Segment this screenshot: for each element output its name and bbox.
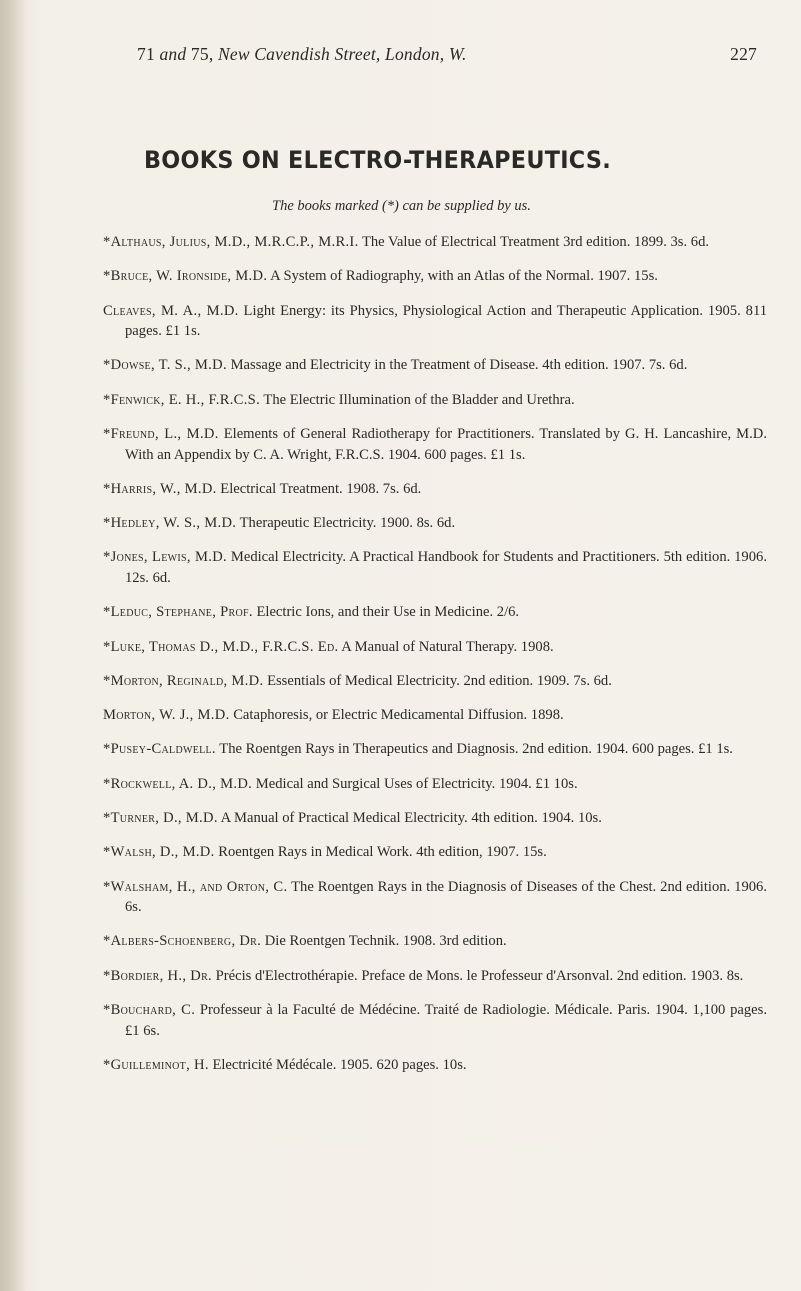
- entry-author: Cleaves, M. A., M.D.: [103, 302, 239, 319]
- entry-details: A Manual of Practical Medical Electricity. 4th edition. 1904. 10s.: [220, 810, 602, 826]
- entry-author: *Walsh, D., M.D.: [103, 844, 215, 861]
- book-entry: [103, 842, 767, 863]
- page-title: BOOKS ON ELECTRO-THERAPEUTICS.: [144, 146, 612, 174]
- entry-author: *Hedley, W. S., M.D.: [103, 515, 237, 532]
- entry-author: *Guilleminot, H.: [103, 1056, 209, 1073]
- entry-details: Medical and Surgical Uses of Electricity. 1904. £1 10s.: [255, 775, 578, 792]
- entry-details: The Electric Illumination of the Bladder and Urethra.: [263, 391, 575, 408]
- entry-author: *Morton, Reginald, M.D.: [103, 672, 264, 689]
- book-entry: [103, 301, 767, 342]
- entry-details: Electric Ions, and their Use in Medicine. 2/6.: [256, 604, 520, 621]
- book-entry: [103, 808, 767, 829]
- entry-details: A Manual of Natural Therapy. 1908.: [341, 638, 554, 655]
- entry-author: *Harris, W., M.D.: [103, 480, 217, 497]
- entry-author: *Bouchard, C.: [103, 1002, 196, 1018]
- entry-details: Electricité Médécale. 1905. 620 pages. 10s.: [212, 1056, 467, 1073]
- entry-details: Précis d'Electrothérapie. Preface de Mons. le Professeur d'Arsonval. 2nd edition. 1903. 8s.: [215, 967, 744, 984]
- entry-details: Medical Electricity. A Practical Handbook for Students and Practitioners. 5th edition. 1906. 12s. 6d.: [125, 549, 767, 587]
- entry-author: *Albers-Schoenberg, Dr.: [103, 933, 262, 950]
- page-number: 227: [730, 44, 757, 64]
- book-entry: [103, 547, 767, 588]
- book-list: [103, 232, 767, 1089]
- entry-details: Essentials of Medical Electricity. 2nd edition. 1909. 7s. 6d.: [267, 672, 612, 689]
- entry-author: *Leduc, Stephane, Prof.: [103, 604, 253, 621]
- book-entry: [103, 739, 767, 760]
- book-entry: [103, 877, 767, 918]
- entry-details: The Roentgen Rays in Therapeutics and Diagnosis. 2nd edition. 1904. 600 pages. £1 1s.: [219, 741, 733, 758]
- entry-details: Cataphoresis, or Electric Medicamental Diffusion. 1898.: [233, 707, 564, 724]
- entry-author: *Turner, D., M.D.: [103, 810, 218, 826]
- book-entry: [103, 602, 767, 623]
- book-entry: [103, 966, 767, 987]
- entry-author: *Walsham, H., and Orton, C.: [103, 878, 288, 895]
- entry-details: The Roentgen Rays in the Diagnosis of Diseases of the Chest. 2nd edition. 1906. 6s.: [125, 878, 768, 916]
- entry-author: *Dowse, T. S., M.D.: [103, 357, 227, 374]
- entry-author: *Bordier, H., Dr.: [103, 967, 212, 984]
- entry-details: Professeur à la Faculté de Médécine. Traité de Radiologie. Médicale. Paris. 1904. 1,100 pages. £1 6s.: [125, 1002, 767, 1039]
- entry-details: Light Energy: its Physics, Physiological Action and Therapeutic Application. 1905. 811 pages. £1 1s.: [125, 302, 768, 340]
- entry-details: A System of Radiography, with an Atlas of the Normal. 1907. 15s.: [270, 268, 658, 285]
- page-subtitle: The books marked (*) can be supplied by us.: [272, 198, 531, 214]
- entry-author: Morton, W. J., M.D.: [103, 707, 230, 724]
- book-entry: [103, 705, 767, 726]
- book-entry: [103, 390, 767, 411]
- book-entry: [103, 355, 767, 376]
- entry-details: Elements of General Radiotherapy for Practitioners. Translated by G. H. Lancashire, M.D. With an Appendix by C. A. Wright, F.R.C.S. 1904. 600 pages. £1 1s.: [125, 426, 767, 463]
- entry-author: *Pusey-Caldwell.: [103, 741, 216, 758]
- book-entry: [103, 671, 767, 692]
- book-entry: [103, 479, 767, 500]
- entry-details: Roentgen Rays in Medical Work. 4th edition, 1907. 15s.: [218, 844, 547, 861]
- running-head: [137, 44, 757, 68]
- entry-author: *Rockwell, A. D., M.D.: [103, 775, 253, 792]
- entry-author: *Fenwick, E. H., F.R.C.S.: [103, 391, 261, 408]
- book-entry: [103, 513, 767, 534]
- entry-author: *Jones, Lewis, M.D.: [103, 549, 227, 566]
- entry-details: Therapeutic Electricity. 1900. 8s. 6d.: [239, 515, 456, 532]
- book-entry: [103, 931, 767, 952]
- entry-details: Massage and Electricity in the Treatment of Disease. 4th edition. 1907. 7s. 6d.: [230, 357, 688, 374]
- entry-author: *Althaus, Julius, M.D., M.R.C.P., M.R.I.: [103, 234, 359, 250]
- book-entry: [103, 774, 767, 795]
- entry-author: *Bruce, W. Ironside, M.D.: [103, 268, 268, 285]
- book-entry: [103, 424, 767, 465]
- book-entry: [103, 266, 767, 287]
- entry-details: Die Roentgen Technik. 1908. 3rd edition.: [264, 933, 507, 950]
- book-entry: [103, 232, 767, 253]
- book-entry: [103, 1000, 767, 1041]
- entry-details: Electrical Treatment. 1908. 7s. 6d.: [220, 480, 422, 497]
- entry-author: *Freund, L., M.D.: [103, 426, 219, 442]
- book-entry: [103, 637, 767, 658]
- book-entry: [103, 1055, 767, 1076]
- entry-author: *Luke, Thomas D., M.D., F.R.C.S. Ed.: [103, 638, 339, 655]
- binding-shadow: [0, 0, 26, 1291]
- publisher-address: 71 and 75, New Cavendish Street, London, W.: [137, 44, 467, 64]
- entry-details: The Value of Electrical Treatment 3rd edition. 1899. 3s. 6d.: [361, 234, 710, 250]
